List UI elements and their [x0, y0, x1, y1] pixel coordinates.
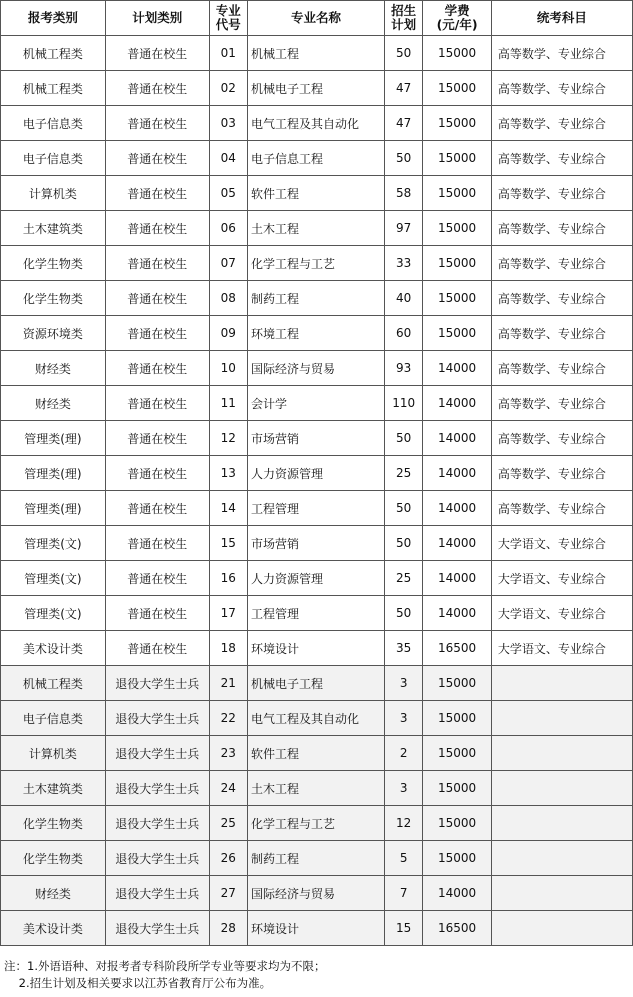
cell-major: 环境工程 — [247, 316, 384, 351]
table-row — [1, 71, 633, 106]
cell-quota: 3 — [385, 701, 423, 736]
cell-plan-type: 退役大学生士兵 — [105, 736, 209, 771]
cell-code: 14 — [209, 491, 247, 526]
cell-code: 10 — [209, 351, 247, 386]
cell-subjects: 高等数学、专业综合 — [491, 351, 632, 386]
cell-fee: 14000 — [423, 421, 492, 456]
cell-subjects: 高等数学、专业综合 — [491, 456, 632, 491]
cell-category: 资源环境类 — [1, 316, 106, 351]
cell-plan-type: 普通在校生 — [105, 211, 209, 246]
header-quota — [385, 1, 423, 36]
cell-fee: 14000 — [423, 561, 492, 596]
cell-code: 09 — [209, 316, 247, 351]
cell-quota: 25 — [385, 561, 423, 596]
cell-category: 土木建筑类 — [1, 211, 106, 246]
cell-fee: 15000 — [423, 36, 492, 71]
cell-fee: 14000 — [423, 526, 492, 561]
cell-subjects: 高等数学、专业综合 — [491, 386, 632, 421]
cell-quota: 50 — [385, 596, 423, 631]
cell-major: 国际经济与贸易 — [247, 351, 384, 386]
cell-subjects — [491, 911, 632, 946]
table-row — [1, 316, 633, 351]
cell-code: 28 — [209, 911, 247, 946]
cell-major: 国际经济与贸易 — [247, 876, 384, 911]
cell-plan-type: 退役大学生士兵 — [105, 666, 209, 701]
header-fee-line2: (元/年) — [436, 17, 478, 32]
cell-subjects: 大学语文、专业综合 — [491, 596, 632, 631]
cell-fee: 15000 — [423, 246, 492, 281]
cell-subjects: 高等数学、专业综合 — [491, 491, 632, 526]
cell-fee: 14000 — [423, 386, 492, 421]
header-fee-line1: 学费 — [444, 3, 470, 18]
cell-code: 24 — [209, 771, 247, 806]
cell-subjects: 高等数学、专业综合 — [491, 211, 632, 246]
cell-quota: 15 — [385, 911, 423, 946]
cell-fee: 15000 — [423, 701, 492, 736]
cell-plan-type: 普通在校生 — [105, 456, 209, 491]
cell-code: 03 — [209, 106, 247, 141]
cell-quota: 3 — [385, 771, 423, 806]
cell-major: 软件工程 — [247, 736, 384, 771]
cell-major: 化学工程与工艺 — [247, 806, 384, 841]
cell-plan-type: 普通在校生 — [105, 176, 209, 211]
cell-category: 管理类(文) — [1, 526, 106, 561]
cell-category: 化学生物类 — [1, 806, 106, 841]
cell-category: 美术设计类 — [1, 911, 106, 946]
cell-quota: 12 — [385, 806, 423, 841]
cell-quota: 7 — [385, 876, 423, 911]
cell-category: 财经类 — [1, 351, 106, 386]
cell-quota: 2 — [385, 736, 423, 771]
cell-plan-type: 普通在校生 — [105, 246, 209, 281]
cell-quota: 50 — [385, 141, 423, 176]
cell-major: 机械工程 — [247, 36, 384, 71]
cell-fee: 14000 — [423, 351, 492, 386]
cell-code: 17 — [209, 596, 247, 631]
cell-category: 化学生物类 — [1, 246, 106, 281]
cell-quota: 5 — [385, 841, 423, 876]
cell-subjects: 大学语文、专业综合 — [491, 526, 632, 561]
cell-quota: 50 — [385, 526, 423, 561]
cell-quota: 47 — [385, 106, 423, 141]
cell-category: 财经类 — [1, 386, 106, 421]
table-row — [1, 491, 633, 526]
cell-major: 土木工程 — [247, 771, 384, 806]
cell-major: 工程管理 — [247, 596, 384, 631]
cell-code: 27 — [209, 876, 247, 911]
cell-fee: 15000 — [423, 211, 492, 246]
cell-quota: 3 — [385, 666, 423, 701]
cell-fee: 15000 — [423, 771, 492, 806]
header-quota-line2: 计划 — [391, 17, 417, 32]
cell-fee: 14000 — [423, 876, 492, 911]
cell-major: 制药工程 — [247, 841, 384, 876]
cell-plan-type: 普通在校生 — [105, 386, 209, 421]
header-plan-type: 计划类别 — [105, 1, 209, 36]
cell-fee: 14000 — [423, 491, 492, 526]
header-code — [209, 1, 247, 36]
cell-quota: 47 — [385, 71, 423, 106]
cell-category: 管理类(理) — [1, 421, 106, 456]
cell-subjects — [491, 666, 632, 701]
cell-major: 制药工程 — [247, 281, 384, 316]
cell-subjects — [491, 701, 632, 736]
cell-subjects: 高等数学、专业综合 — [491, 106, 632, 141]
cell-plan-type: 普通在校生 — [105, 71, 209, 106]
cell-subjects: 高等数学、专业综合 — [491, 176, 632, 211]
cell-code: 13 — [209, 456, 247, 491]
cell-subjects: 高等数学、专业综合 — [491, 141, 632, 176]
cell-category: 化学生物类 — [1, 281, 106, 316]
table-row — [1, 701, 633, 736]
table-row — [1, 736, 633, 771]
cell-quota: 50 — [385, 36, 423, 71]
cell-category: 计算机类 — [1, 736, 106, 771]
cell-fee: 14000 — [423, 596, 492, 631]
table-row — [1, 386, 633, 421]
footnotes — [4, 958, 325, 992]
table-row — [1, 176, 633, 211]
cell-code: 05 — [209, 176, 247, 211]
cell-subjects — [491, 771, 632, 806]
table-row — [1, 281, 633, 316]
header-fee — [423, 1, 492, 36]
cell-fee: 15000 — [423, 736, 492, 771]
table-header — [1, 1, 633, 36]
cell-plan-type: 退役大学生士兵 — [105, 911, 209, 946]
cell-fee: 15000 — [423, 666, 492, 701]
cell-fee: 15000 — [423, 176, 492, 211]
cell-category: 管理类(文) — [1, 561, 106, 596]
cell-code: 06 — [209, 211, 247, 246]
table-row — [1, 561, 633, 596]
cell-code: 02 — [209, 71, 247, 106]
cell-quota: 93 — [385, 351, 423, 386]
cell-fee: 15000 — [423, 806, 492, 841]
cell-major: 机械电子工程 — [247, 71, 384, 106]
cell-category: 管理类(文) — [1, 596, 106, 631]
cell-code: 23 — [209, 736, 247, 771]
table-row — [1, 456, 633, 491]
cell-code: 18 — [209, 631, 247, 666]
cell-subjects: 大学语文、专业综合 — [491, 561, 632, 596]
cell-category: 土木建筑类 — [1, 771, 106, 806]
cell-plan-type: 普通在校生 — [105, 491, 209, 526]
cell-category: 管理类(理) — [1, 491, 106, 526]
cell-subjects: 高等数学、专业综合 — [491, 316, 632, 351]
cell-category: 美术设计类 — [1, 631, 106, 666]
table-row — [1, 141, 633, 176]
cell-major: 电子信息工程 — [247, 141, 384, 176]
cell-category: 机械工程类 — [1, 71, 106, 106]
table-row — [1, 666, 633, 701]
table-row — [1, 36, 633, 71]
cell-major: 软件工程 — [247, 176, 384, 211]
cell-code: 01 — [209, 36, 247, 71]
table-row — [1, 526, 633, 561]
header-row — [1, 1, 633, 36]
cell-category: 机械工程类 — [1, 666, 106, 701]
cell-category: 财经类 — [1, 876, 106, 911]
header-category: 报考类别 — [1, 1, 106, 36]
cell-category: 计算机类 — [1, 176, 106, 211]
cell-code: 12 — [209, 421, 247, 456]
cell-category: 电子信息类 — [1, 106, 106, 141]
cell-subjects — [491, 736, 632, 771]
cell-plan-type: 普通在校生 — [105, 141, 209, 176]
cell-plan-type: 普通在校生 — [105, 421, 209, 456]
cell-plan-type: 退役大学生士兵 — [105, 841, 209, 876]
cell-code: 08 — [209, 281, 247, 316]
cell-category: 电子信息类 — [1, 141, 106, 176]
cell-major: 环境设计 — [247, 911, 384, 946]
table-row — [1, 806, 633, 841]
cell-major: 化学工程与工艺 — [247, 246, 384, 281]
cell-major: 人力资源管理 — [247, 456, 384, 491]
cell-major: 电气工程及其自动化 — [247, 106, 384, 141]
cell-plan-type: 普通在校生 — [105, 316, 209, 351]
cell-major: 市场营销 — [247, 421, 384, 456]
cell-code: 11 — [209, 386, 247, 421]
cell-quota: 97 — [385, 211, 423, 246]
cell-subjects: 高等数学、专业综合 — [491, 281, 632, 316]
header-quota-line1: 招生 — [391, 3, 417, 18]
cell-category: 管理类(理) — [1, 456, 106, 491]
cell-fee: 15000 — [423, 141, 492, 176]
cell-quota: 33 — [385, 246, 423, 281]
cell-code: 16 — [209, 561, 247, 596]
cell-code: 21 — [209, 666, 247, 701]
cell-plan-type: 退役大学生士兵 — [105, 806, 209, 841]
cell-major: 会计学 — [247, 386, 384, 421]
cell-fee: 15000 — [423, 316, 492, 351]
cell-subjects: 高等数学、专业综合 — [491, 246, 632, 281]
cell-plan-type: 普通在校生 — [105, 526, 209, 561]
cell-plan-type: 普通在校生 — [105, 631, 209, 666]
cell-category: 电子信息类 — [1, 701, 106, 736]
cell-plan-type: 普通在校生 — [105, 106, 209, 141]
cell-category: 机械工程类 — [1, 36, 106, 71]
cell-code: 04 — [209, 141, 247, 176]
header-code-line2: 代号 — [215, 17, 241, 32]
table-row — [1, 771, 633, 806]
cell-fee: 16500 — [423, 631, 492, 666]
cell-subjects: 高等数学、专业综合 — [491, 421, 632, 456]
cell-code: 26 — [209, 841, 247, 876]
cell-plan-type: 退役大学生士兵 — [105, 701, 209, 736]
cell-quota: 50 — [385, 491, 423, 526]
cell-major: 人力资源管理 — [247, 561, 384, 596]
cell-fee: 15000 — [423, 841, 492, 876]
cell-plan-type: 普通在校生 — [105, 281, 209, 316]
table-row — [1, 841, 633, 876]
table-row — [1, 421, 633, 456]
cell-fee: 16500 — [423, 911, 492, 946]
cell-subjects: 高等数学、专业综合 — [491, 36, 632, 71]
header-major: 专业名称 — [247, 1, 384, 36]
cell-major: 机械电子工程 — [247, 666, 384, 701]
cell-quota: 60 — [385, 316, 423, 351]
cell-subjects — [491, 876, 632, 911]
cell-subjects — [491, 841, 632, 876]
cell-major: 土木工程 — [247, 211, 384, 246]
cell-fee: 15000 — [423, 71, 492, 106]
cell-fee: 14000 — [423, 456, 492, 491]
cell-plan-type: 普通在校生 — [105, 351, 209, 386]
cell-subjects — [491, 806, 632, 841]
cell-major: 环境设计 — [247, 631, 384, 666]
cell-code: 22 — [209, 701, 247, 736]
cell-plan-type: 普通在校生 — [105, 596, 209, 631]
cell-quota: 25 — [385, 456, 423, 491]
cell-plan-type: 退役大学生士兵 — [105, 876, 209, 911]
cell-code: 07 — [209, 246, 247, 281]
cell-subjects: 大学语文、专业综合 — [491, 631, 632, 666]
table-row — [1, 876, 633, 911]
cell-code: 25 — [209, 806, 247, 841]
header-code-line1: 专业 — [215, 3, 241, 18]
cell-fee: 15000 — [423, 106, 492, 141]
cell-plan-type: 退役大学生士兵 — [105, 771, 209, 806]
cell-category: 化学生物类 — [1, 841, 106, 876]
cell-plan-type: 普通在校生 — [105, 561, 209, 596]
cell-plan-type: 普通在校生 — [105, 36, 209, 71]
cell-quota: 110 — [385, 386, 423, 421]
cell-quota: 50 — [385, 421, 423, 456]
table-row — [1, 631, 633, 666]
cell-major: 市场营销 — [247, 526, 384, 561]
table-row — [1, 211, 633, 246]
cell-major: 电气工程及其自动化 — [247, 701, 384, 736]
cell-quota: 35 — [385, 631, 423, 666]
cell-quota: 58 — [385, 176, 423, 211]
table-body — [1, 36, 633, 946]
cell-fee: 15000 — [423, 281, 492, 316]
table-row — [1, 596, 633, 631]
cell-major: 工程管理 — [247, 491, 384, 526]
cell-subjects: 高等数学、专业综合 — [491, 71, 632, 106]
cell-code: 15 — [209, 526, 247, 561]
table-row — [1, 911, 633, 946]
table-row — [1, 246, 633, 281]
cell-quota: 40 — [385, 281, 423, 316]
footnote-2: 2.招生计划及相关要求以江苏省教育厅公布为准。 — [4, 976, 272, 990]
table-row — [1, 106, 633, 141]
footnote-1: 注：1.外语语种、对报考者专科阶段所学专业等要求均为不限； — [4, 959, 326, 973]
header-subjects: 统考科目 — [491, 1, 632, 36]
table-row — [1, 351, 633, 386]
